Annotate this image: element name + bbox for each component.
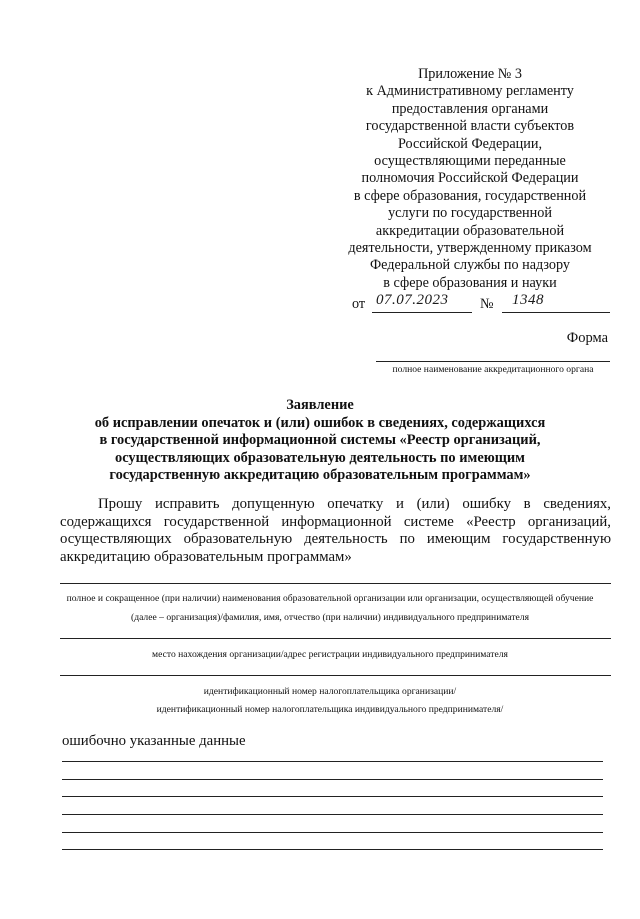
org-name-caption: полное и сокращенное (при наличии) наименования образовательной организации или организации, осуществляющей обучение	[66, 593, 594, 604]
form-label: Форма	[566, 330, 608, 346]
title-line: Заявление	[286, 397, 354, 413]
application-title	[40, 397, 600, 485]
appendix-line: к Административному регламенту	[366, 83, 574, 100]
inn-field-line[interactable]	[60, 675, 611, 676]
order-number-label: №	[480, 296, 494, 312]
org-name-caption-continued: (далее – организация)/фамилия, имя, отчество (при наличии) индивидуального предпринимателя	[131, 612, 529, 623]
title-line: об исправлении опечаток и (или) ошибок в сведениях, содержащихся	[94, 414, 546, 431]
erroneous-data-line[interactable]	[62, 832, 603, 833]
paragraph-line: аккредитацию образовательным программам»	[60, 548, 352, 565]
erroneous-data-label: ошибочно указанные данные	[62, 733, 246, 749]
paragraph-line: осуществляющих образовательную деятельность по имеющим государственную	[60, 531, 611, 548]
appendix-line: Приложение № 3	[418, 66, 522, 82]
order-number: 1348	[512, 292, 544, 308]
number-underline	[502, 312, 610, 313]
request-paragraph	[60, 496, 611, 566]
erroneous-data-line[interactable]	[62, 796, 603, 797]
inn-caption: идентификационный номер налогоплательщика организации/	[203, 686, 457, 697]
erroneous-data-line[interactable]	[62, 849, 603, 850]
erroneous-data-line[interactable]	[62, 779, 603, 780]
address-field-line[interactable]	[60, 638, 611, 639]
title-line: в государственной информационной системы «Реестр организаций,	[99, 432, 541, 449]
erroneous-data-line[interactable]	[62, 761, 603, 762]
appendix-line: предоставления органами	[391, 100, 549, 117]
appendix-line: в сфере образования, государственной	[353, 187, 587, 204]
appendix-line: осуществляющими переданные	[374, 153, 566, 170]
appendix-line: услуги по государственной	[388, 205, 552, 222]
erroneous-data-line[interactable]	[62, 814, 603, 815]
appendix-line: полномочия Российской Федерации	[361, 170, 579, 187]
order-reference	[352, 292, 610, 316]
appendix-line: Российской Федерации,	[397, 135, 542, 152]
organ-name-caption: полное наименование аккредитационного органа	[392, 364, 594, 375]
paragraph-line: Прошу исправить допущенную опечатку и (или) ошибку в сведениях,	[98, 496, 611, 512]
org-name-field-line[interactable]	[60, 583, 611, 584]
order-date: 07.07.2023	[376, 292, 449, 308]
appendix-line: государственной власти субъектов	[365, 118, 575, 135]
order-from-label: от	[352, 296, 366, 312]
date-underline	[372, 312, 472, 313]
appendix-line: в сфере образования и науки	[383, 274, 557, 291]
paragraph-line: содержащихся государственной информационной системе «Реестр организаций,	[60, 513, 611, 530]
title-line: осуществляющих образовательную деятельность по имеющим	[115, 449, 525, 466]
title-line: государственную аккредитацию образовательным программам»	[109, 467, 531, 484]
address-caption: место нахождения организации/адрес регистрации индивидуального предпринимателя	[152, 649, 508, 660]
appendix-line: деятельности, утвержденному приказом	[348, 240, 592, 257]
appendix-line: Федеральной службы по надзору	[369, 257, 571, 274]
appendix-header	[330, 66, 610, 292]
appendix-line: аккредитации образовательной	[375, 222, 565, 239]
inn-caption-continued: идентификационный номер налогоплательщика индивидуального предпринимателя/	[156, 704, 504, 715]
organ-name-line	[376, 361, 610, 362]
